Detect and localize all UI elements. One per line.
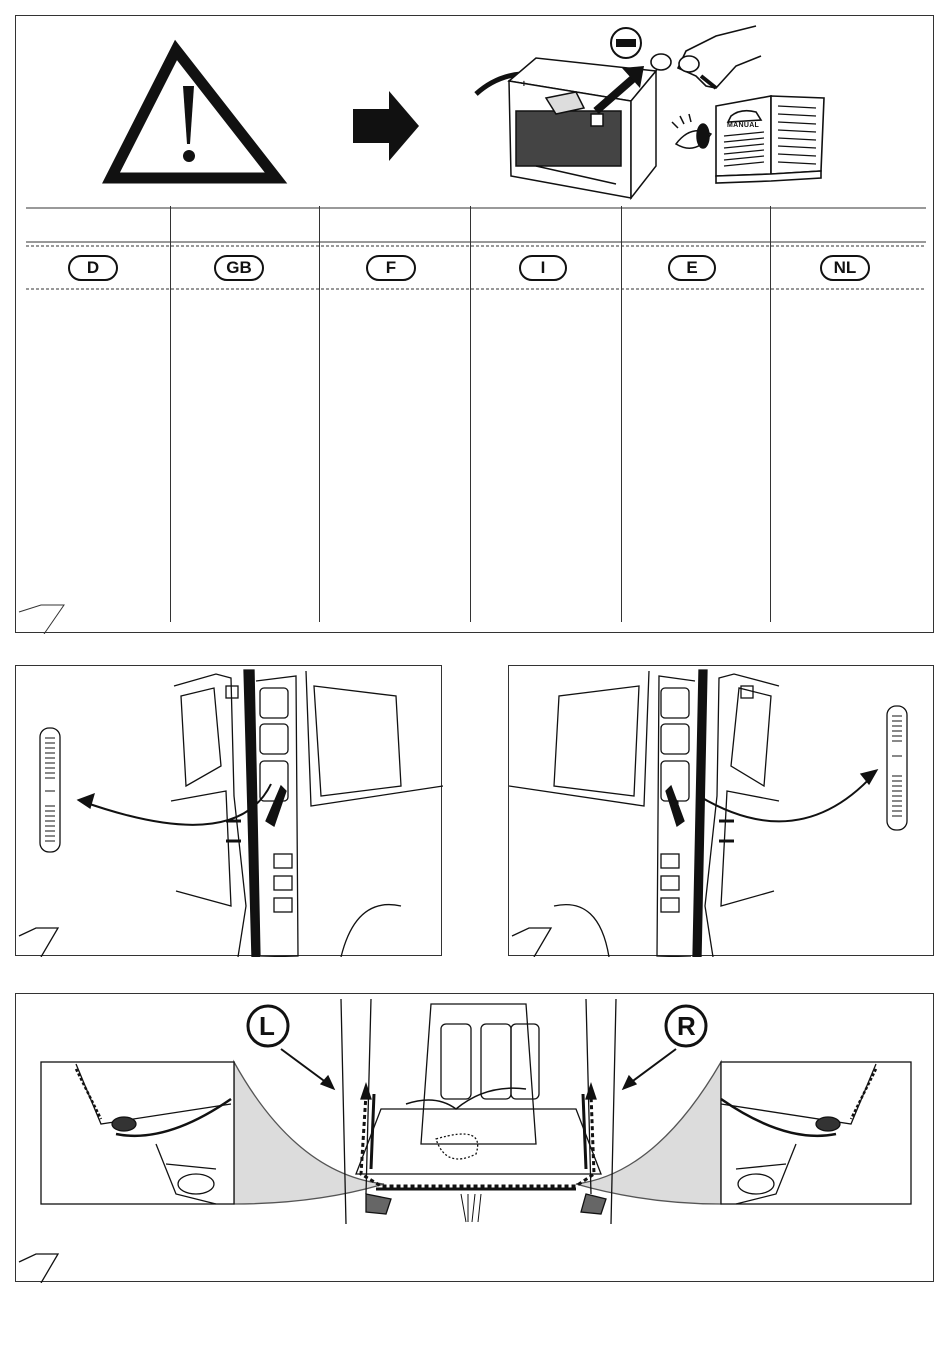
vent-grille-icon — [40, 728, 60, 852]
plus-label: + — [521, 79, 527, 90]
vent-grille-icon — [887, 706, 907, 830]
manual-book-icon — [716, 96, 824, 183]
hand-disconnect-icon — [651, 26, 761, 88]
eye-icon — [672, 114, 711, 148]
language-badge-i: I — [519, 255, 567, 281]
left-side-marker: L — [259, 1011, 275, 1041]
wiring-route-illustration — [16, 994, 935, 1283]
instruction-panel-top — [15, 15, 934, 633]
left-door-illustration — [16, 666, 443, 957]
column-divider — [770, 206, 771, 622]
minus-terminal-icon — [611, 28, 641, 58]
language-badge-e: E — [668, 255, 716, 281]
language-badge-gb: GB — [214, 255, 264, 281]
language-badge-nl: NL — [820, 255, 870, 281]
arrow-right-icon — [353, 91, 419, 161]
wiring-route-panel — [15, 993, 934, 1282]
column-divider — [621, 206, 622, 622]
left-detail-inset — [41, 1062, 234, 1204]
language-badge-f: F — [366, 255, 416, 281]
left-door-panel — [15, 665, 442, 956]
right-detail-inset — [721, 1062, 911, 1204]
language-badge-d: D — [68, 255, 118, 281]
warning-triangle-icon — [111, 50, 276, 178]
column-divider — [319, 206, 320, 622]
column-divider — [170, 206, 171, 622]
right-side-marker: R — [677, 1011, 696, 1041]
manual-label: MANUAL — [727, 122, 760, 129]
right-door-illustration — [509, 666, 935, 957]
column-divider — [470, 206, 471, 622]
battery-warning-illustration — [16, 16, 935, 634]
right-door-panel — [508, 665, 934, 956]
